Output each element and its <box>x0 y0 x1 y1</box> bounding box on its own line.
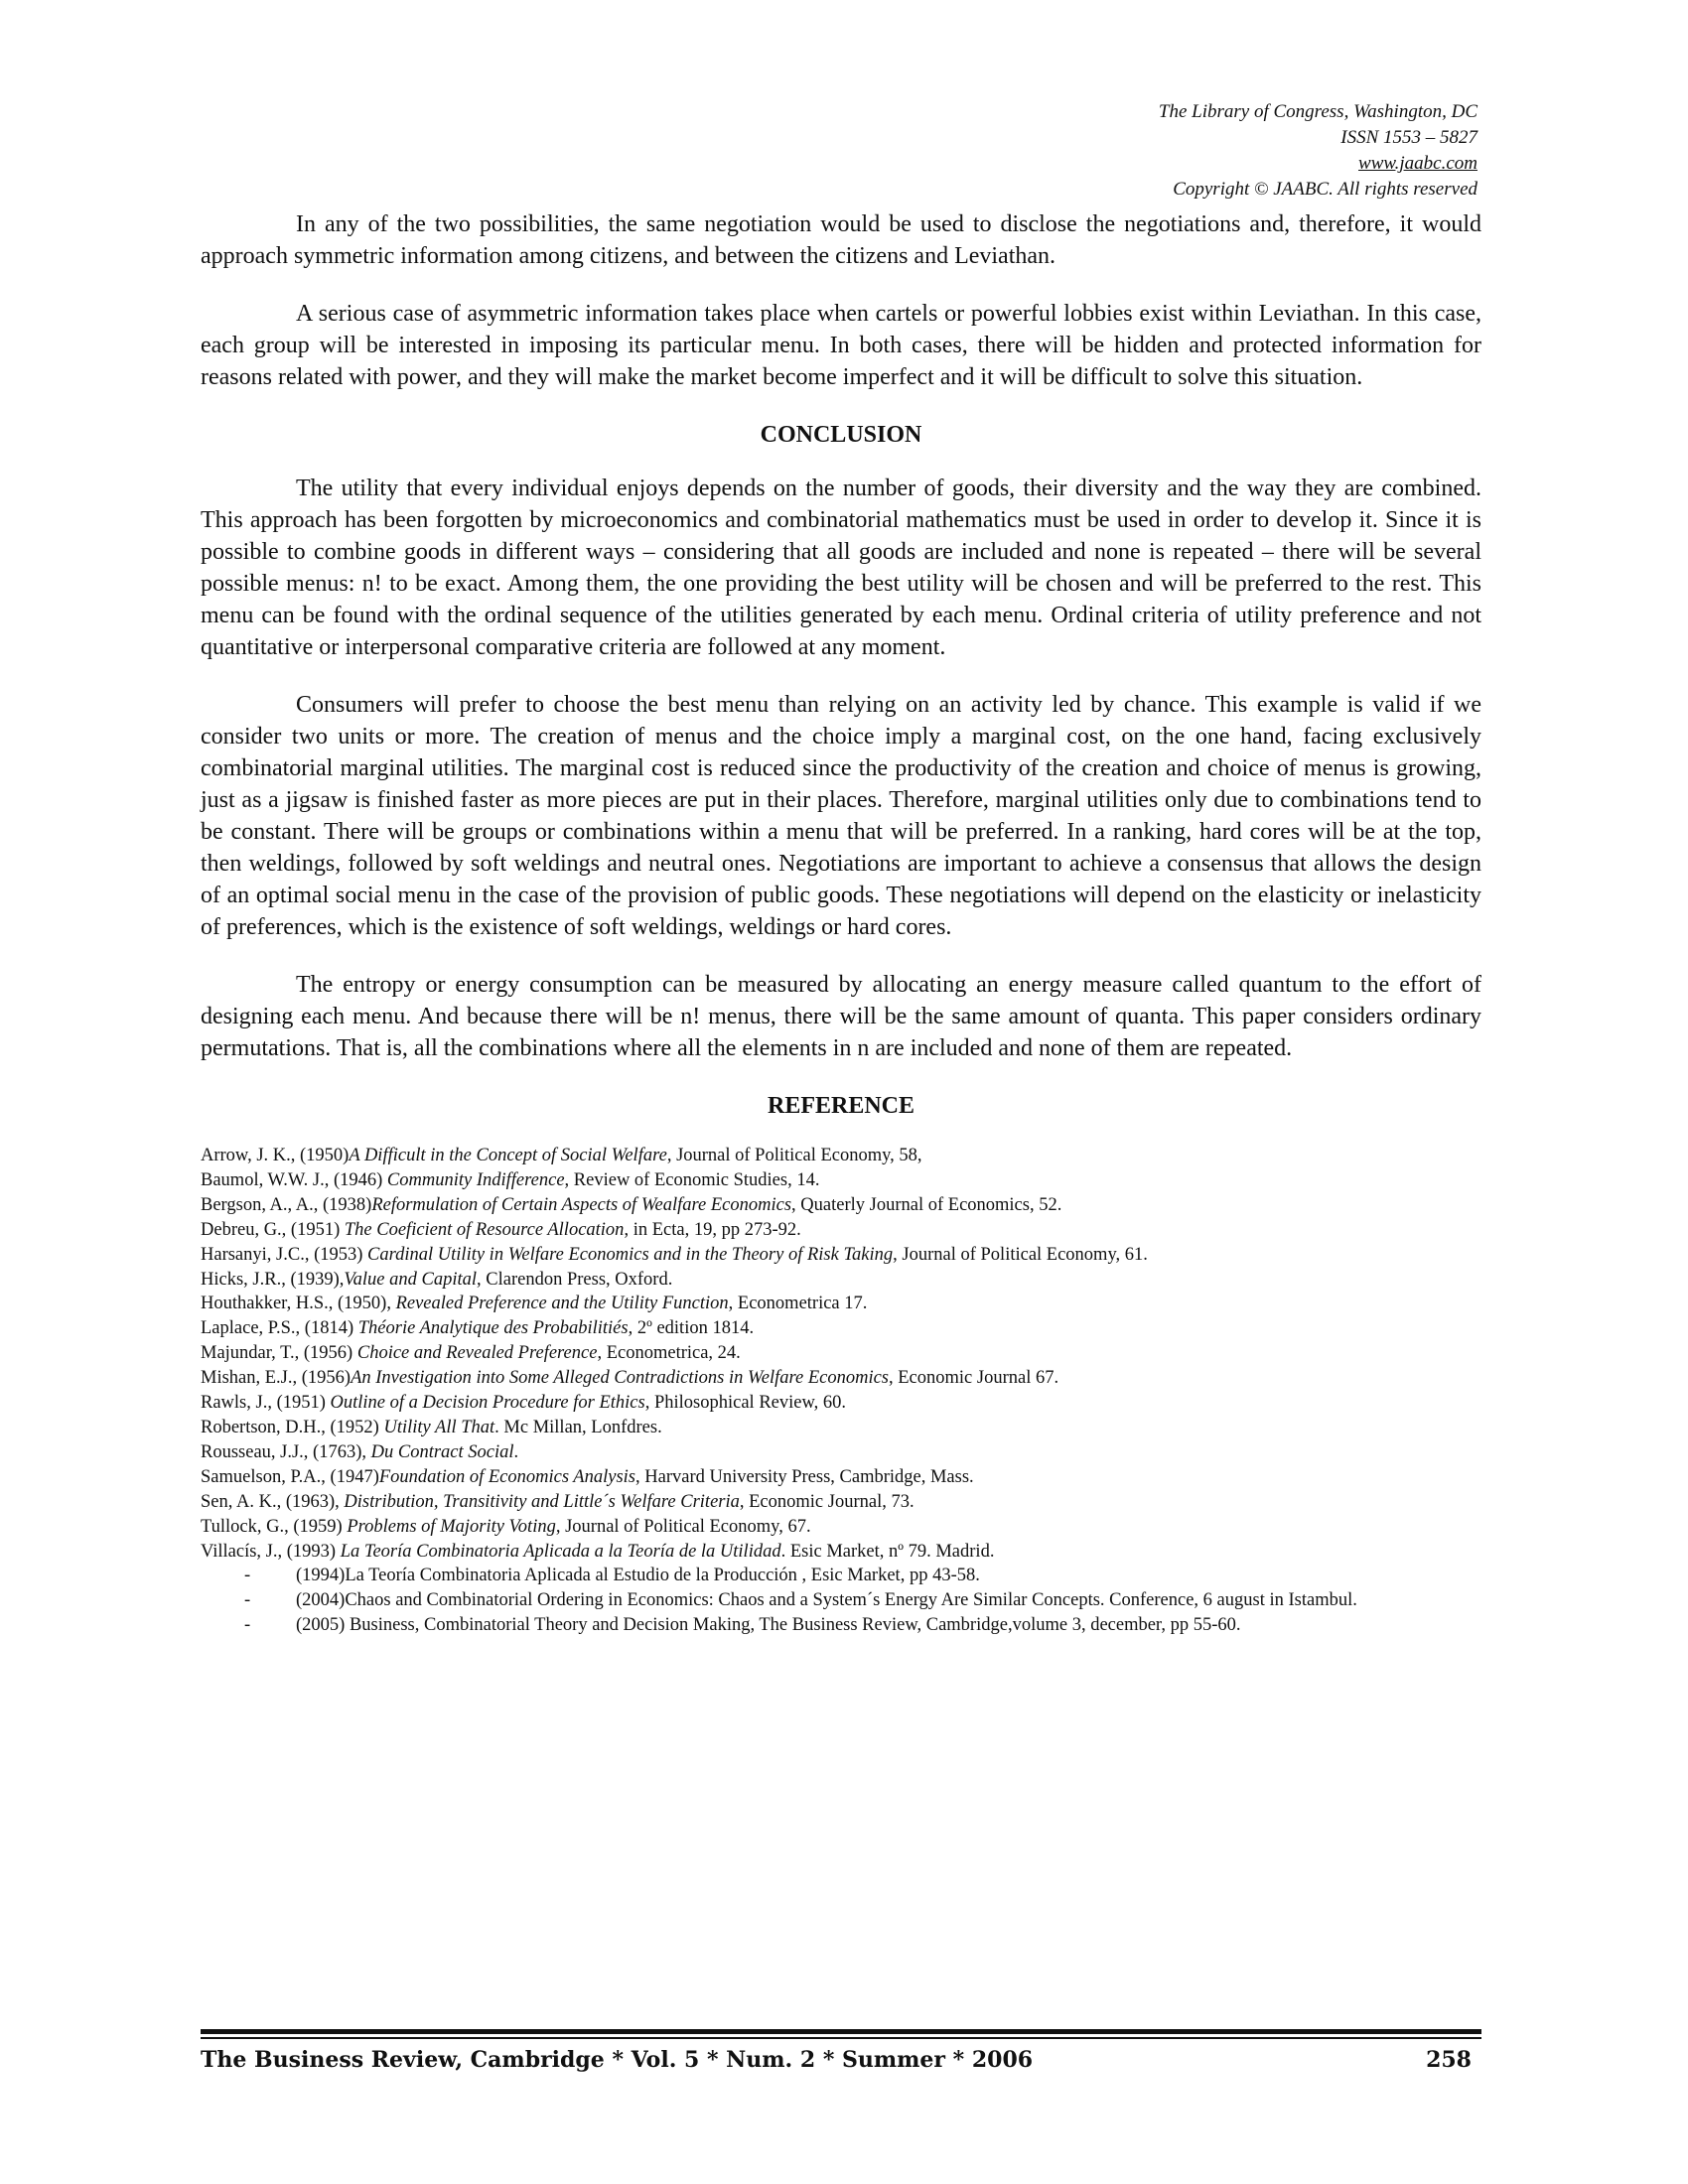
reference-source: , Review of Economic Studies, 14. <box>564 1169 820 1190</box>
reference-title: Value and Capital <box>344 1269 478 1290</box>
sub-reference-list <box>201 1564 1481 1638</box>
reference-source: , Econometrica 17. <box>728 1294 868 1314</box>
reference-title: Foundation of Economics Analysis <box>378 1466 635 1487</box>
reference-source: , Journal of Political Economy, 67. <box>555 1516 811 1537</box>
reference-author-year: Debreu, G., (1951) <box>201 1219 345 1240</box>
reference-author-year: Laplace, P.S., (1814) <box>201 1318 358 1339</box>
paragraph-1: In any of the two possibilities, the same negotiation would be used to disclose the negotiations and, therefore, it would approach symmetric information among citizens, and between the citizens and Leviathan. <box>201 211 1481 269</box>
reference-title: The Coeficient of Resource Allocation <box>344 1219 625 1240</box>
reference-source: , Economic Journal, 73. <box>739 1491 914 1512</box>
reference-source: , 2º edition 1814. <box>628 1318 755 1339</box>
reference-title: Cardinal Utility in Welfare Economics and in the Theory of Risk Taking <box>367 1244 894 1265</box>
reference-heading: REFERENCE <box>767 1093 915 1119</box>
sub-reference-text: (1994)La Teoría Combinatoria Aplicada al Estudio de la Producción , Esic Market, pp 43-58. <box>296 1566 980 1586</box>
reference-entry <box>201 1515 1481 1540</box>
reference-author-year: Rawls, J., (1951) <box>201 1393 331 1414</box>
list-dash: - <box>244 1590 251 1611</box>
reference-source: . Esic Market, nº 79. Madrid. <box>780 1541 995 1562</box>
reference-entry <box>201 1366 1481 1391</box>
sub-reference-text: (2005) Business, Combinatorial Theory and Decision Making, The Business Review, Cambridge,volume 3, december, pp 55-60. <box>296 1615 1241 1636</box>
reference-title: Revealed Preference and the Utility Function <box>395 1294 729 1314</box>
reference-source: , Harvard University Press, Cambridge, Mass. <box>635 1466 974 1487</box>
reference-title: Utility All That <box>383 1417 495 1437</box>
conclusion-heading: CONCLUSION <box>760 422 922 448</box>
reference-author-year: Sen, A. K., (1963), <box>201 1491 345 1512</box>
reference-author-year: Tullock, G., (1959) <box>201 1516 348 1537</box>
reference-entry <box>201 1490 1481 1515</box>
footer-rule-thick <box>201 2029 1481 2034</box>
reference-author-year: Mishan, E.J., (1956) <box>201 1368 352 1389</box>
reference-author-year: Houthakker, H.S., (1950), <box>201 1294 396 1314</box>
list-dash: - <box>244 1566 251 1586</box>
list-dash: - <box>244 1615 251 1636</box>
reference-source: , Journal of Political Economy, 58, <box>666 1146 922 1165</box>
header-library: The Library of Congress, Washington, DC <box>1158 101 1477 122</box>
reference-entry <box>201 1268 1481 1293</box>
reference-title: Choice and Revealed Preference <box>356 1343 598 1364</box>
reference-author-year: Robertson, D.H., (1952) <box>201 1417 384 1437</box>
reference-entry <box>201 1193 1481 1218</box>
reference-source: , Economic Journal 67. <box>889 1368 1059 1389</box>
reference-title: Reformulation of Certain Aspects of Wealfare Economics <box>371 1194 792 1215</box>
reference-author-year: Samuelson, P.A., (1947) <box>201 1466 379 1487</box>
reference-author-year: Villacís, J., (1993) <box>201 1541 341 1562</box>
footer-journal: The Business Review, Cambridge * Vol. 5 * Num. 2 * Summer * 2006 <box>201 2047 1034 2073</box>
paragraph-3: The utility that every individual enjoys depends on the number of goods, their diversity and the way they are combined. This approach has been forgotten by microeconomics and combinatorial mathematics must be used in order to develop it. Since it is possible to combine goods in different ways – considering that all goods are included and none is repeated – there will be several possible menus: n! to be exact. Among them, the one providing the best utility will be chosen and will be preferred to the rest. This menu can be found with the ordinal sequence of the utilities generated by each menu. Ordinal criteria of utility preference and not quantitative or interpersonal comparative criteria are followed at any moment. <box>201 476 1481 660</box>
reference-entry <box>201 1243 1481 1268</box>
reference-source: , Econometrica, 24. <box>597 1343 741 1364</box>
journal-header <box>782 99 1477 203</box>
sub-reference-text: (2004)Chaos and Combinatorial Ordering in Economics: Chaos and a System´s Energy Are Similar Concepts. Conference, 6 august in Istambul. <box>296 1590 1357 1611</box>
reference-author-year: Hicks, J.R., (1939), <box>201 1269 345 1290</box>
reference-author-year: Bergson, A., A., (1938) <box>201 1194 372 1215</box>
reference-title: Outline of a Decision Procedure for Ethics <box>330 1393 645 1414</box>
reference-entry <box>201 1540 1481 1565</box>
reference-entry <box>201 1391 1481 1416</box>
reference-entry <box>201 1292 1481 1316</box>
reference-author-year: Rousseau, J.J., (1763), <box>201 1441 371 1462</box>
sub-reference-entry <box>201 1613 1481 1638</box>
reference-source: , Philosophical Review, 60. <box>644 1393 846 1414</box>
reference-source: , Clarendon Press, Oxford. <box>477 1269 673 1290</box>
reference-title: Distribution, Transitivity and Little´s Welfare Criteria <box>344 1491 740 1512</box>
reference-author-year: Majundar, T., (1956) <box>201 1343 357 1364</box>
header-issn: ISSN 1553 – 5827 <box>1340 127 1477 148</box>
reference-entry <box>201 1144 1481 1168</box>
page-number: 258 <box>1426 2047 1472 2073</box>
sub-reference-entry <box>201 1564 1481 1588</box>
reference-title: An Investigation into Some Alleged Contradictions in Welfare Economics <box>351 1368 889 1389</box>
header-url-link[interactable]: www.jaabc.com <box>1358 153 1477 174</box>
reference-source: . <box>513 1441 519 1462</box>
article-body <box>201 208 1481 1638</box>
reference-title: A Difficult in the Concept of Social Welfare <box>349 1146 667 1165</box>
reference-author-year: Baumol, W.W. J., (1946) <box>201 1169 387 1190</box>
paragraph-5: The entropy or energy consumption can be measured by allocating an energy measure called quantum to the effort of designing each menu. And because there will be n! menus, there will be the same amount of quanta. This paper considers ordinary permutations. That is, all the combinations where all the elements in n are included and none of them are repeated. <box>201 972 1481 1061</box>
reference-entry <box>201 1218 1481 1243</box>
reference-entry <box>201 1416 1481 1440</box>
reference-entry <box>201 1440 1481 1465</box>
reference-title: Du Contract Social <box>370 1441 514 1462</box>
reference-author-year: Harsanyi, J.C., (1953) <box>201 1244 368 1265</box>
reference-source: , Journal of Political Economy, 61. <box>893 1244 1148 1265</box>
paragraph-2: A serious case of asymmetric information takes place when cartels or powerful lobbies exist within Leviathan. In this case, each group will be interested in imposing its particular menu. In both cases, there will be hidden and protected information for reasons related with power, and they will make the market become imperfect and it will be difficult to solve this situation. <box>201 301 1481 390</box>
paragraph-4: Consumers will prefer to choose the best menu than relying on an activity led by chance. This example is valid if we consider two units or more. The creation of menus and the choice imply a marginal cost, on the one hand, facing exclusively combinatorial marginal utilities. The marginal cost is reduced since the productivity of the creation and choice of menus is growing, just as a jigsaw is finished faster as more pieces are put in their places. Therefore, marginal utilities only due to combinations tend to be constant. There will be groups or combinations within a menu that will be preferred. In a ranking, hard cores will be at the top, then weldings, followed by soft weldings and neutral ones. Negotiations are important to achieve a consensus that allows the design of an optimal social menu in the case of the provision of public goods. These negotiations will depend on the elasticity or inelasticity of preferences, which is the existence of soft weldings, weldings or hard cores. <box>201 692 1481 940</box>
reference-list <box>201 1144 1481 1564</box>
reference-entry <box>201 1465 1481 1490</box>
reference-title: La Teoría Combinatoria Aplicada a la Teoría de la Utilidad <box>340 1541 781 1562</box>
reference-entry <box>201 1168 1481 1193</box>
reference-source: . Mc Millan, Lonfdres. <box>494 1417 662 1437</box>
reference-source: , Quaterly Journal of Economics, 52. <box>791 1194 1062 1215</box>
reference-entry <box>201 1341 1481 1366</box>
reference-title: Problems of Majority Voting <box>347 1516 556 1537</box>
reference-source: , in Ecta, 19, pp 273-92. <box>624 1219 801 1240</box>
sub-reference-entry <box>201 1588 1481 1613</box>
footer-rule-thin <box>201 2037 1481 2039</box>
header-copyright: Copyright © JAABC. All rights reserved <box>1173 179 1477 200</box>
reference-author-year: Arrow, J. K., (1950) <box>201 1146 350 1165</box>
reference-title: Théorie Analytique des Probabilitiés <box>357 1318 629 1339</box>
reference-entry <box>201 1316 1481 1341</box>
reference-title: Community Indifference <box>386 1169 565 1190</box>
